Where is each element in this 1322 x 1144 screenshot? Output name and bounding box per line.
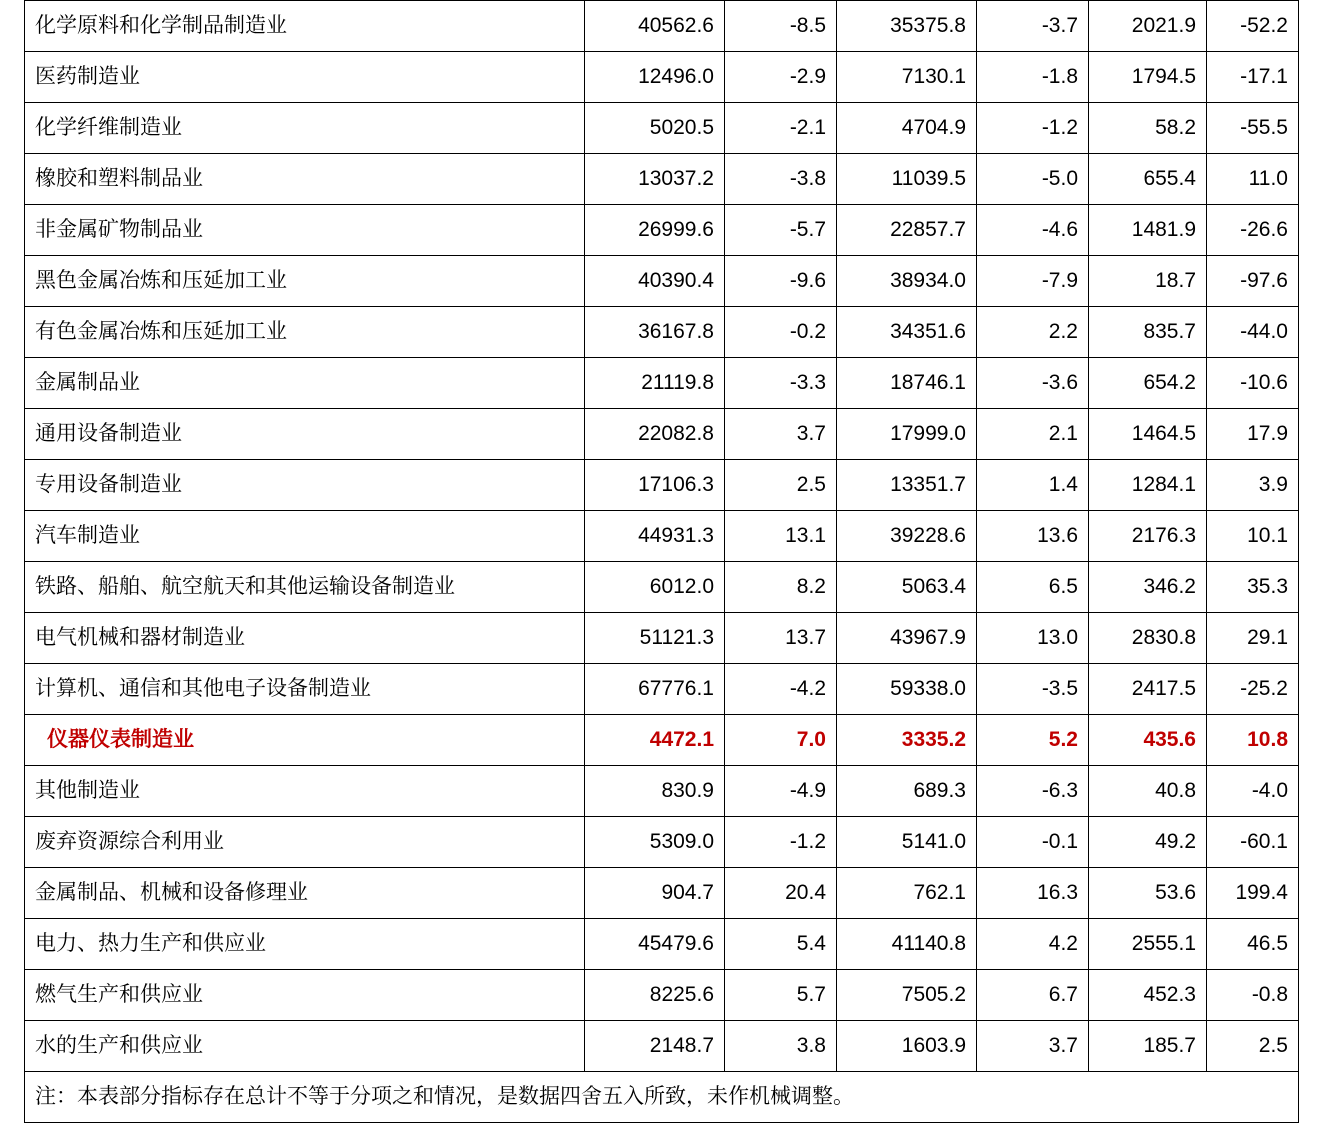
table-row [25,52,1299,103]
row-value-3: 18746.1 [837,358,977,409]
table-row [25,409,1299,460]
row-value-4: 6.5 [977,562,1089,613]
row-value-3: 4704.9 [837,103,977,154]
row-value-1: 40390.4 [585,256,725,307]
row-industry-name: 仪器仪表制造业 [25,715,585,766]
row-value-6: -60.1 [1207,817,1299,868]
row-value-3: 3335.2 [837,715,977,766]
row-value-3: 39228.6 [837,511,977,562]
row-value-5: 654.2 [1089,358,1207,409]
row-value-2: 5.4 [725,919,837,970]
row-industry-name: 化学原料和化学制品制造业 [25,1,585,52]
row-industry-name: 其他制造业 [25,766,585,817]
table-row [25,613,1299,664]
table-row [25,1,1299,52]
row-industry-name: 非金属矿物制品业 [25,205,585,256]
row-industry-name: 铁路、船舶、航空航天和其他运输设备制造业 [25,562,585,613]
row-value-3: 22857.7 [837,205,977,256]
row-value-3: 7505.2 [837,970,977,1021]
row-value-6: 10.1 [1207,511,1299,562]
row-value-5: 18.7 [1089,256,1207,307]
row-value-2: -4.2 [725,664,837,715]
row-value-3: 34351.6 [837,307,977,358]
row-value-5: 452.3 [1089,970,1207,1021]
row-value-3: 13351.7 [837,460,977,511]
row-value-1: 51121.3 [585,613,725,664]
row-value-4: -5.0 [977,154,1089,205]
row-value-2: -3.8 [725,154,837,205]
row-value-5: 835.7 [1089,307,1207,358]
row-value-1: 5020.5 [585,103,725,154]
row-value-6: 17.9 [1207,409,1299,460]
row-value-2: 8.2 [725,562,837,613]
row-value-3: 35375.8 [837,1,977,52]
row-value-4: 5.2 [977,715,1089,766]
row-value-1: 26999.6 [585,205,725,256]
row-value-5: 2555.1 [1089,919,1207,970]
table-row [25,919,1299,970]
row-value-2: -8.5 [725,1,837,52]
table-row [25,1021,1299,1072]
row-value-2: -2.1 [725,103,837,154]
row-industry-name: 金属制品、机械和设备修理业 [25,868,585,919]
row-value-4: -4.6 [977,205,1089,256]
row-value-2: -3.3 [725,358,837,409]
row-value-1: 904.7 [585,868,725,919]
row-value-1: 21119.8 [585,358,725,409]
row-value-4: 16.3 [977,868,1089,919]
table-row [25,970,1299,1021]
row-value-5: 2021.9 [1089,1,1207,52]
row-value-5: 2417.5 [1089,664,1207,715]
row-value-1: 22082.8 [585,409,725,460]
row-value-3: 59338.0 [837,664,977,715]
row-value-1: 2148.7 [585,1021,725,1072]
row-value-2: 13.7 [725,613,837,664]
row-value-1: 67776.1 [585,664,725,715]
row-value-6: 46.5 [1207,919,1299,970]
row-industry-name: 电气机械和器材制造业 [25,613,585,664]
table-row [25,511,1299,562]
row-value-2: 13.1 [725,511,837,562]
row-value-2: 3.8 [725,1021,837,1072]
row-value-6: -44.0 [1207,307,1299,358]
row-value-4: 13.6 [977,511,1089,562]
row-value-5: 655.4 [1089,154,1207,205]
row-value-4: 1.4 [977,460,1089,511]
row-value-6: 2.5 [1207,1021,1299,1072]
row-value-5: 346.2 [1089,562,1207,613]
row-value-1: 17106.3 [585,460,725,511]
row-industry-name: 废弃资源综合利用业 [25,817,585,868]
table-row [25,562,1299,613]
row-value-1: 6012.0 [585,562,725,613]
row-value-4: 13.0 [977,613,1089,664]
table-row [25,766,1299,817]
row-value-5: 40.8 [1089,766,1207,817]
row-value-2: -4.9 [725,766,837,817]
row-value-6: -17.1 [1207,52,1299,103]
row-value-2: 3.7 [725,409,837,460]
row-value-1: 12496.0 [585,52,725,103]
table-row [25,664,1299,715]
row-value-1: 44931.3 [585,511,725,562]
row-value-3: 17999.0 [837,409,977,460]
row-value-6: 29.1 [1207,613,1299,664]
row-value-3: 689.3 [837,766,977,817]
row-value-4: -1.8 [977,52,1089,103]
row-value-5: 49.2 [1089,817,1207,868]
row-value-5: 58.2 [1089,103,1207,154]
row-value-4: -6.3 [977,766,1089,817]
row-value-4: 4.2 [977,919,1089,970]
row-value-5: 1464.5 [1089,409,1207,460]
row-value-5: 1284.1 [1089,460,1207,511]
row-value-3: 5063.4 [837,562,977,613]
row-value-5: 53.6 [1089,868,1207,919]
table-row [25,460,1299,511]
row-industry-name: 汽车制造业 [25,511,585,562]
table-row [25,256,1299,307]
row-value-2: 7.0 [725,715,837,766]
row-value-6: -4.0 [1207,766,1299,817]
row-value-3: 41140.8 [837,919,977,970]
row-value-4: -3.7 [977,1,1089,52]
row-industry-name: 通用设备制造业 [25,409,585,460]
row-value-5: 435.6 [1089,715,1207,766]
row-industry-name: 橡胶和塑料制品业 [25,154,585,205]
table-row [25,358,1299,409]
row-industry-name: 有色金属冶炼和压延加工业 [25,307,585,358]
row-value-2: 5.7 [725,970,837,1021]
table-row [25,715,1299,766]
row-value-1: 45479.6 [585,919,725,970]
row-value-4: -3.6 [977,358,1089,409]
row-value-2: -9.6 [725,256,837,307]
row-value-4: 6.7 [977,970,1089,1021]
row-value-6: -10.6 [1207,358,1299,409]
row-value-3: 11039.5 [837,154,977,205]
row-value-6: 35.3 [1207,562,1299,613]
table-row [25,154,1299,205]
row-value-3: 5141.0 [837,817,977,868]
row-value-2: 20.4 [725,868,837,919]
row-value-1: 13037.2 [585,154,725,205]
row-value-2: -0.2 [725,307,837,358]
row-value-1: 4472.1 [585,715,725,766]
row-value-6: -0.8 [1207,970,1299,1021]
row-value-2: -2.9 [725,52,837,103]
row-value-6: -52.2 [1207,1,1299,52]
row-value-6: 3.9 [1207,460,1299,511]
table-row [25,307,1299,358]
row-value-5: 2176.3 [1089,511,1207,562]
table-row [25,205,1299,256]
row-value-4: -1.2 [977,103,1089,154]
row-value-3: 38934.0 [837,256,977,307]
row-value-5: 1794.5 [1089,52,1207,103]
table-note-row [25,1072,1299,1123]
row-value-6: 10.8 [1207,715,1299,766]
row-value-2: -1.2 [725,817,837,868]
table-note: 注：本表部分指标存在总计不等于分项之和情况，是数据四舍五入所致，未作机械调整。 [25,1072,1299,1123]
row-industry-name: 电力、热力生产和供应业 [25,919,585,970]
row-industry-name: 计算机、通信和其他电子设备制造业 [25,664,585,715]
row-value-2: 2.5 [725,460,837,511]
row-value-6: 199.4 [1207,868,1299,919]
row-industry-name: 黑色金属冶炼和压延加工业 [25,256,585,307]
table-body [25,1,1299,1123]
row-value-5: 185.7 [1089,1021,1207,1072]
row-value-4: 3.7 [977,1021,1089,1072]
row-industry-name: 金属制品业 [25,358,585,409]
table-row [25,868,1299,919]
row-value-3: 7130.1 [837,52,977,103]
row-value-4: -3.5 [977,664,1089,715]
row-value-6: -25.2 [1207,664,1299,715]
row-value-3: 762.1 [837,868,977,919]
row-industry-name: 医药制造业 [25,52,585,103]
row-value-6: 11.0 [1207,154,1299,205]
row-industry-name: 水的生产和供应业 [25,1021,585,1072]
row-value-4: 2.1 [977,409,1089,460]
row-industry-name: 燃气生产和供应业 [25,970,585,1021]
row-value-1: 830.9 [585,766,725,817]
industry-statistics-table [24,0,1299,1123]
row-value-6: -55.5 [1207,103,1299,154]
row-industry-name: 化学纤维制造业 [25,103,585,154]
row-value-2: -5.7 [725,205,837,256]
row-industry-name: 专用设备制造业 [25,460,585,511]
row-value-5: 1481.9 [1089,205,1207,256]
row-value-3: 1603.9 [837,1021,977,1072]
row-value-6: -26.6 [1207,205,1299,256]
row-value-4: 2.2 [977,307,1089,358]
row-value-4: -7.9 [977,256,1089,307]
row-value-5: 2830.8 [1089,613,1207,664]
row-value-1: 5309.0 [585,817,725,868]
table-row [25,817,1299,868]
row-value-4: -0.1 [977,817,1089,868]
row-value-1: 36167.8 [585,307,725,358]
row-value-6: -97.6 [1207,256,1299,307]
row-value-3: 43967.9 [837,613,977,664]
row-value-1: 40562.6 [585,1,725,52]
table-row [25,103,1299,154]
row-value-1: 8225.6 [585,970,725,1021]
